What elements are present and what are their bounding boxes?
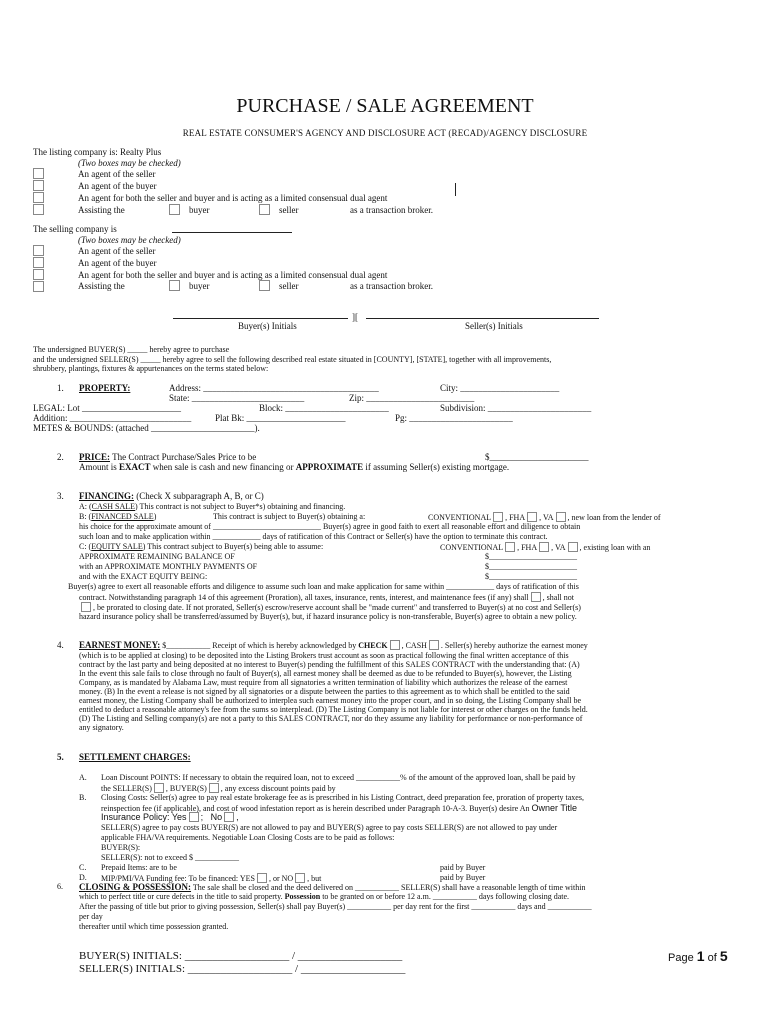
page-total: 5 <box>719 948 728 964</box>
parties-line-2: and the undersigned SELLER(S) _____ hereby agree to sell the following described real estate situated in [COUNTY], [STATE], together with all improvements, <box>33 355 552 364</box>
earnest-line: (D) The Listing and Selling company(s) are not a party to this SALES CONTRACT, nor do they assume any liability for performance or non-performance of <box>79 714 583 723</box>
earnest-heading: EARNEST MONEY: <box>79 640 161 650</box>
financing-para-2-tail: , shall not <box>542 593 574 602</box>
price-when: when sale is cash and new financing or <box>152 462 294 472</box>
listing-note: (Two boxes may be checked) <box>78 158 181 168</box>
equity-payment-label: with an APPROXIMATE MONTHLY PAYMENTS OF <box>79 562 258 571</box>
financed-sale-text: This contract is subject to Buyer(s) obtaining a: <box>213 512 366 521</box>
listing-opt-buyer: An agent of the buyer <box>78 181 157 191</box>
financing-a-line: A: (CASH SALE) This contract is not subject to Buyer*s) obtaining and financing. <box>79 502 346 511</box>
equity-tail: , existing loan with an <box>579 543 651 552</box>
settlement-c-marker: C. <box>79 863 87 872</box>
points-buyer-checkbox[interactable] <box>209 783 219 793</box>
settlement-a-marker: A. <box>79 773 87 782</box>
equity-balance-label: APPROXIMATE REMAINING BALANCE OF <box>79 552 235 561</box>
equity-sale-text: This contract subject to Buyer(s) being able to assume: <box>147 542 324 551</box>
settlement-d-marker: D. <box>79 873 87 882</box>
financed-va-label: , VA <box>539 513 554 522</box>
financing-para-2-text: contract. Notwithstanding paragraph 14 of this agreement (Proration), all taxes, insurance, rents, interest, and maintenance fees (if any) shall <box>79 593 529 602</box>
closing-heading: CLOSING & POSSESSION: <box>79 882 192 892</box>
owner-title-label: Owner Title <box>531 803 578 813</box>
listing-dual-agent-checkbox[interactable] <box>33 192 44 203</box>
selling-assist-buyer-label: buyer <box>189 281 210 291</box>
selling-transaction-broker-checkbox[interactable] <box>33 281 44 292</box>
property-subdivision[interactable]: Subdivision: _______________________ <box>440 403 592 413</box>
seller-initials-label: Seller(s) Initials <box>465 321 523 331</box>
listing-assist-seller-checkbox[interactable] <box>259 204 270 215</box>
title-insurance-sep: ; <box>200 812 204 822</box>
equity-conventional-label: CONVENTIONAL <box>440 543 504 552</box>
listing-transaction-broker-checkbox[interactable] <box>33 204 44 215</box>
settlement-b-line-5: applicable FHA/VA requirements. Negotiable Loan Closing Costs are to be paid as follows: <box>101 833 395 842</box>
property-address[interactable]: Address: _______________________________________ <box>169 383 379 393</box>
settlement-b-marker: B. <box>79 793 87 802</box>
page-prefix: Page <box>668 952 694 964</box>
property-zip[interactable]: Zip: ________________________ <box>349 393 475 403</box>
financing-b-line-3: such loan and to make application within ____________ days of ratification of this Contract or Seller(s) have the option to terminate this contract. <box>79 532 548 541</box>
earnest-line: entitled to deduct a reasonable attorney's fee from the sums so interplead. (D) The Listing Company is not liable for interest or other charges on the funds held. <box>79 705 588 714</box>
price-exact: EXACT <box>119 462 151 472</box>
page-number <box>668 948 728 964</box>
financed-fha-checkbox[interactable] <box>527 512 537 522</box>
closing-line-2-a: which to perfect title or cure defects in the title to said property. <box>79 892 283 901</box>
settlement-b-line-4: SELLER(S) agree to pay costs BUYER(S) are not allowed to pay and BUYER(S) agree to pay costs SELLER(S) are not allowed to pay under <box>101 823 558 832</box>
financing-headnote: (Check X subparagraph A, B, or C) <box>136 491 264 501</box>
price-num: 2. <box>57 452 64 462</box>
earnest-line: any signatory. <box>79 723 124 732</box>
listing-assist-seller-label: seller <box>279 205 299 215</box>
earnest-line-1 <box>79 640 588 651</box>
listing-assist-buyer-label: buyer <box>189 205 210 215</box>
financing-c-line: C: (EQUITY SALE) This contract subject to Buyer(s) being able to assume: <box>79 542 324 551</box>
parties-line-1: The undersigned BUYER(S) _____ hereby agree to purchase <box>33 345 230 354</box>
financing-head-line <box>79 491 264 502</box>
equity-payment-field[interactable]: $______________________ <box>485 562 577 571</box>
financing-num: 3. <box>57 491 64 501</box>
selling-company-field[interactable] <box>172 232 292 233</box>
prorate-shall-not-checkbox[interactable] <box>81 602 91 612</box>
selling-note: (Two boxes may be checked) <box>78 235 181 245</box>
listing-opt-dual: An agent for both the seller and buyer and is acting as a limited consensual dual agent <box>78 193 388 203</box>
closing-line-3: After the passing of title but prior to giving possession, Seller(s) shall pay Buyer(s) ___________ per day rent for the first ___________ days and ___________ <box>79 902 592 911</box>
points-excess-label: , any excess discount points paid by <box>220 784 336 793</box>
listing-seller-agent-checkbox[interactable] <box>33 168 44 179</box>
property-plat-bk[interactable]: Plat Bk: ______________________ <box>215 413 346 423</box>
closing-line-2 <box>79 892 569 902</box>
settlement-a-line-1: Loan Discount POINTS: If necessary to obtain the required loan, not to exceed ___________% of the amount of the approved loan, shall be paid by <box>101 773 576 782</box>
closing-line-4: per day <box>79 912 103 921</box>
points-seller-checkbox[interactable] <box>154 783 164 793</box>
earnest-line: money. (B) In the event a release is not signed by all signatories or a dispute between the parties to this agreement as to which shall be entitled to the said <box>79 687 570 696</box>
financing-b-line-2: his choice for the approximate amount of ___________________________ Buyer(s) agree in good faith to exert all reasonable effort and diligence to obtain <box>79 522 581 531</box>
funding-fee-yes-label: MIP/PMI/VA Funding fee: To be financed: YES <box>101 874 255 883</box>
buyer-initials-label: Buyer(s) Initials <box>238 321 297 331</box>
closing-line-1-text: The sale shall be closed and the deed delivered on ___________ SELLER(S) shall have a reasonable length of time within <box>192 883 586 892</box>
property-state[interactable]: State: _________________________ <box>169 393 305 403</box>
parties-line-3: shrubbery, plantings, fixtures & appurtenances on the terms stated below: <box>33 364 269 373</box>
price-amount-is: Amount is <box>79 462 117 472</box>
equity-exact-field[interactable]: $______________________ <box>485 572 577 581</box>
financing-para-4: hazard insurance policy shall be transferred/assumed by Buyer(s), but, if hazard insurance policy is non-transferable, Buyer(s) agree to obtain a new policy. <box>79 612 577 621</box>
price-amount-field[interactable]: $______________________ <box>485 452 589 462</box>
page-subtitle: REAL ESTATE CONSUMER'S AGENCY AND DISCLOSURE ACT (RECAD)/AGENCY DISCLOSURE <box>182 128 588 138</box>
selling-assist-seller-checkbox[interactable] <box>259 280 270 291</box>
financed-sale-label[interactable]: FINANCED SALE <box>91 512 154 521</box>
price-if-assuming: if assuming Seller(s) existing mortgage. <box>365 462 510 472</box>
selling-broker-label: as a transaction broker. <box>350 281 433 291</box>
settlement-b-line-3: Insurance Policy: Yes ; No , <box>101 812 239 822</box>
title-insurance-yes-label: Insurance Policy: Yes <box>101 812 187 822</box>
financed-conventional-checkbox[interactable] <box>493 512 503 522</box>
earnest-cash-label: , CASH <box>401 641 427 650</box>
selling-buyer-agent-checkbox[interactable] <box>33 257 44 268</box>
footer-buyer-initials[interactable]: BUYER(S) INITIALS: ___________________ / ___________________ <box>79 950 403 962</box>
listing-intro: The listing company is: Realty Plus <box>33 147 162 157</box>
listing-assist-buyer-checkbox[interactable] <box>169 204 180 215</box>
equity-fha-label: , FHA <box>517 543 538 552</box>
listing-broker-label: as a transaction broker. <box>350 205 433 215</box>
footer-seller-initials[interactable]: SELLER(S) INITIALS: ___________________ / ___________________ <box>79 963 406 975</box>
property-block[interactable]: Block: _______________________ <box>259 403 389 413</box>
property-addition[interactable]: Addition: ___________________________ <box>33 413 192 423</box>
selling-dual-agent-checkbox[interactable] <box>33 269 44 280</box>
property-city[interactable]: City: ______________________ <box>440 383 560 393</box>
listing-assisting: Assisting the <box>78 205 125 215</box>
earnest-cash-checkbox[interactable] <box>429 640 439 650</box>
selling-opt-seller: An agent of the seller <box>78 246 156 256</box>
selling-opt-dual: An agent for both the seller and buyer and is acting as a limited consensual dual agent <box>78 270 388 280</box>
settlement-b-line-1: Closing Costs: Seller(s) agree to pay real estate brokerage fee as is prescribed in his Listing Contract, deed preparation fee, proration of property taxes, <box>101 793 584 802</box>
property-metes-bounds[interactable]: METES & BOUNDS: (attached _______________________). <box>33 423 260 433</box>
selling-seller-agent-checkbox[interactable] <box>33 245 44 256</box>
financed-fha-label: , FHA <box>505 513 526 522</box>
buyer-initials-field[interactable] <box>173 318 348 319</box>
financing-heading: FINANCING: <box>79 491 134 501</box>
financing-b-line: B: (FINANCED SALE) <box>79 512 157 521</box>
prorate-shall-checkbox[interactable] <box>531 592 541 602</box>
listing-buyer-agent-checkbox[interactable] <box>33 180 44 191</box>
equity-exact-label: and with the EXACT EQUITY BEING: <box>79 572 208 581</box>
cash-sale-text: This contract is not subject to Buyer*s) obtaining and financing. <box>139 502 346 511</box>
earnest-receipt: $___________ Receipt of which is hereby acknowledged by <box>162 641 357 650</box>
page-title: PURCHASE / SALE AGREEMENT <box>236 95 534 117</box>
closing-num: 6. <box>57 882 63 891</box>
settlement-heading: SETTLEMENT CHARGES: <box>79 752 191 762</box>
earnest-num: 4. <box>57 640 64 650</box>
equity-sale-label[interactable]: EQUITY SALE <box>91 542 143 551</box>
price-line-2 <box>79 462 509 473</box>
earnest-line: contract by the last party and being deposited at no interest to Buyer(s) pending the fulfillment of this SALES CONTRACT with the understanding that: (A) <box>79 660 580 669</box>
closing-line-2-c: to be granted on or before 12 a.m. ___________ days following closing date. <box>322 892 570 901</box>
prepaid-items-label: Prepaid Items: are to be <box>101 863 177 872</box>
equity-va-label: , VA <box>551 543 566 552</box>
earnest-line: (which is to be applied at closing) to be deposited into the Listing Brokers trust account as soon as practical following the final written acceptance of this <box>79 651 569 660</box>
points-seller-label: the SELLER(S) <box>101 784 152 793</box>
prepaid-paid-by: paid by Buyer <box>440 863 486 872</box>
selling-opt-buyer: An agent of the buyer <box>78 258 157 268</box>
possession-label: Possession <box>284 892 321 901</box>
price-text: The Contract Purchase/Sales Price to be <box>112 452 257 462</box>
funding-fee-no-label: , or NO <box>268 874 294 883</box>
price-approximate: APPROXIMATE <box>295 462 364 472</box>
page-of: of <box>707 952 717 964</box>
points-buyer-label: , BUYER(S) <box>165 784 207 793</box>
equity-balance-field[interactable]: $______________________ <box>485 552 577 561</box>
earnest-check-label: CHECK <box>358 641 388 650</box>
selling-assisting: Assisting the <box>78 281 125 291</box>
earnest-check-checkbox[interactable] <box>390 640 400 650</box>
funding-fee-paid-by: paid by Buyer <box>440 873 486 882</box>
cash-sale-label[interactable]: CASH SALE <box>91 502 136 511</box>
financing-para-1: Buyer(s) agree to exert all reasonable efforts and diligence to assume such loan and make application for same within ____________ days of ratification of this <box>68 582 579 591</box>
equity-va-checkbox[interactable] <box>568 542 578 552</box>
selling-assist-seller-label: seller <box>279 281 299 291</box>
seller-initials-field[interactable] <box>366 318 599 319</box>
earnest-line: In the event this sale fails to close through no fault of Buyer(s), all earnest money shall be deemed as due to be refunded to Buyer(s), however, the Listing <box>79 669 572 678</box>
property-legal-lot[interactable]: LEGAL: Lot ______________________ <box>33 403 181 413</box>
listing-opt-seller: An agent of the seller <box>78 169 156 179</box>
settlement-b-line-2-text: reinspection fee (if applicable), and cost of wood infestation report as is herein described under Paragraph 10-A-3. Buyer(s) desire An <box>101 804 530 813</box>
equity-fha-checkbox[interactable] <box>539 542 549 552</box>
earnest-authorize: . Seller(s) hereby authorize the earnest money <box>440 641 588 650</box>
page-current: 1 <box>696 948 705 964</box>
earnest-line: earnest money, the Listing Company shall be authorized to interplea such earnest money into the proper court, and in so doing, the Listing Company shall be <box>79 696 582 705</box>
property-heading: PROPERTY: <box>79 383 131 393</box>
initials-separator: ][ <box>352 312 358 322</box>
title-insurance-no-checkbox[interactable] <box>224 812 234 822</box>
financed-tail: , new loan from the lender of <box>567 513 661 522</box>
selling-assist-buyer-checkbox[interactable] <box>169 280 180 291</box>
text-cursor <box>455 183 456 196</box>
price-heading: PRICE: <box>79 452 110 462</box>
selling-intro: The selling company is <box>33 224 117 234</box>
settlement-b-buyer: BUYER(S): <box>101 843 141 852</box>
property-num: 1. <box>57 383 64 393</box>
title-insurance-yes-checkbox[interactable] <box>189 812 199 822</box>
equity-conventional-checkbox[interactable] <box>505 542 515 552</box>
financed-va-checkbox[interactable] <box>556 512 566 522</box>
settlement-b-seller[interactable]: SELLER(S): not to exceed $ ___________ <box>101 853 239 862</box>
title-insurance-no-label: No <box>210 812 223 822</box>
funding-fee-but: , but <box>307 874 322 883</box>
closing-line-5: thereafter until which time possession granted. <box>79 922 229 931</box>
earnest-line: Company, as is mandated by Alabama Law, must require from all signatories a written termination of liability which authorizes the release of the earnest <box>79 678 568 687</box>
financing-para-3-text: , be prorated to closing date. If not prorated, Seller(s) escrow/reserve account shall be "made current" and transferred to Buyer(s) at no cost and Seller(s) <box>93 603 581 612</box>
settlement-num: 5. <box>57 752 64 762</box>
property-pg[interactable]: Pg: _______________________ <box>395 413 513 423</box>
financed-conventional-label: CONVENTIONAL <box>428 513 492 522</box>
